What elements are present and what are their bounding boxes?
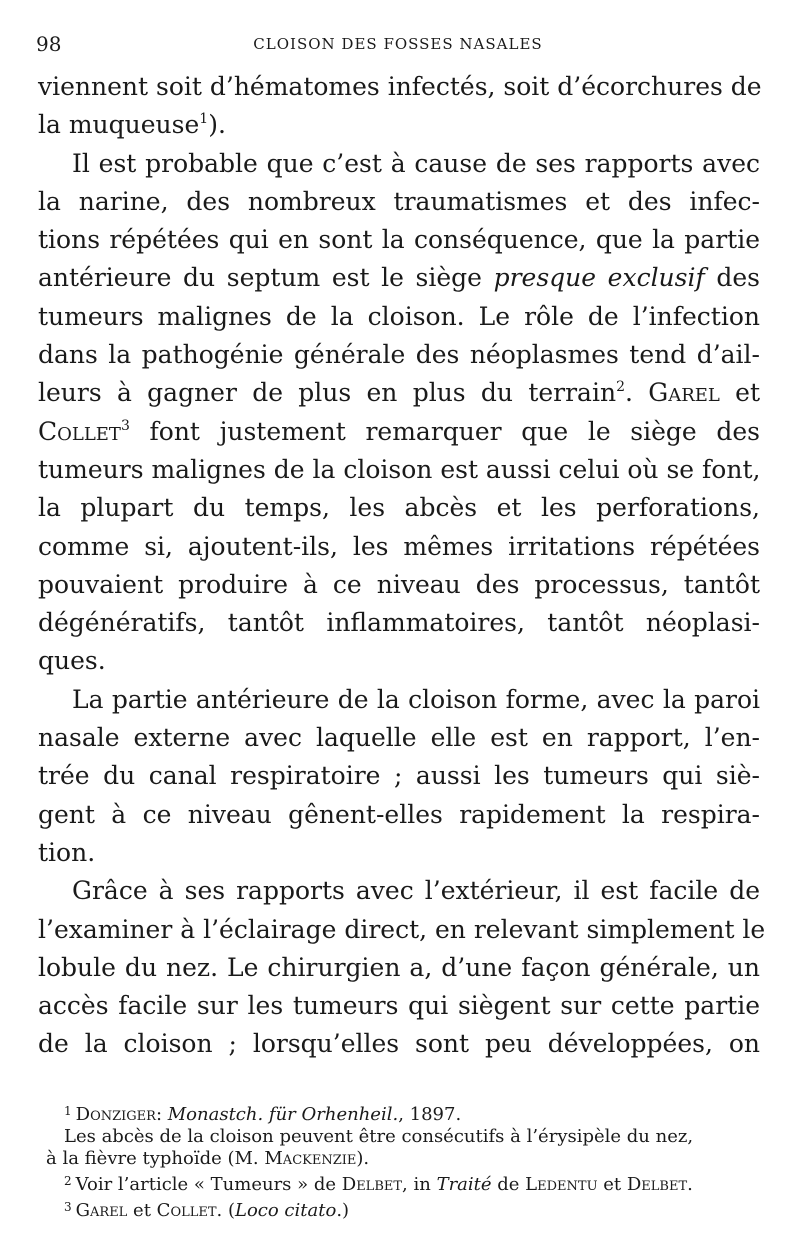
author-name: Ledentu — [525, 1174, 598, 1195]
text-line: lobule du nez. Le chirurgien a, d’une façon générale, un — [38, 952, 760, 982]
body-text — [38, 68, 766, 1064]
page-header — [36, 32, 760, 60]
author-name: Delbet — [341, 1174, 403, 1195]
text-line: nasale externe avec laquelle elle est en rapport, l’en- — [38, 723, 760, 753]
italic-phrase: presque exclusif — [493, 263, 705, 293]
text-line: ques. — [38, 646, 106, 676]
footnote: $^1$ Donziger: Monastch. für Orhenheil., 1897. — [64, 1104, 462, 1125]
text-line: la plupart du temps, les abcès et les perforations, — [38, 493, 760, 523]
text-line: Grâce à ses rapports avec l’extérieur, il est facile de — [72, 876, 760, 906]
text-line: viennent soit d’hématomes infectés, soit d’écorchures de — [38, 72, 762, 101]
text-line: comme si, ajoutent-ils, les mêmes irritations répétées — [38, 531, 760, 561]
text-line: de la cloison ; lorsqu’elles sont peu développées, on — [38, 1029, 760, 1059]
text-line: dégénératifs, tantôt inflammatoires, tantôt néoplasi- — [38, 608, 760, 638]
footnote-line: à la fièvre typhoïde (M. Mackenzie). — [46, 1148, 370, 1169]
running-head: CLOISON DES FOSSES NASALES — [253, 35, 543, 53]
text-line: trée du canal respiratoire ; aussi les tumeurs qui siè- — [38, 761, 760, 791]
author-name: Collet — [156, 1200, 217, 1221]
footnote-line: Les abcès de la cloison peuvent être consécutifs à l’érysipèle du nez, — [64, 1126, 694, 1147]
footnote-mark: 1 — [64, 1104, 72, 1118]
footnote: $^2$ Voir l’article « Tumeurs » de Delbet, in Traité de Ledentu et Delbet. — [64, 1174, 693, 1195]
text-line: dans la pathogénie générale des néoplasmes tend d’ail- — [38, 340, 760, 370]
text-line: accès facile sur les tumeurs qui siègent sur cette partie — [38, 991, 760, 1021]
author-name: Garel — [75, 1200, 128, 1221]
text-line: tion. — [38, 837, 96, 867]
text-line: la muqueuse$^1$). — [38, 110, 226, 140]
text-line: l’examiner à l’éclairage direct, en relevant simplement le — [38, 914, 766, 944]
footnotes — [46, 1100, 764, 1222]
page-number: 98 — [36, 32, 62, 56]
text-line: tumeurs malignes de la cloison. Le rôle de l’infection — [38, 301, 760, 331]
author-name: Donziger — [75, 1104, 156, 1125]
author-name: Mackenzie — [264, 1148, 357, 1169]
footnote-ref: 3 — [120, 417, 130, 434]
author-name: Garel — [648, 378, 720, 408]
footnote: $^3$ Garel et Collet. (Loco citato.) — [64, 1200, 350, 1221]
text-line: gent à ce niveau gênent-elles rapidement la respira- — [38, 799, 760, 829]
journal-title: Monastch. für Orhenheil. — [167, 1104, 399, 1125]
footnote-ref: 2 — [616, 379, 625, 396]
text-line: La partie antérieure de la cloison forme, avec la paroi — [72, 684, 760, 714]
text-line: pouvaient produire à ce niveau des processus, tantôt — [38, 569, 760, 599]
text-line: Il est probable que c’est à cause de ses rapports avec — [72, 148, 760, 178]
footnote-mark: 2 — [64, 1174, 72, 1188]
book-title: Traité — [436, 1174, 492, 1195]
footnote-ref: 1 — [199, 111, 209, 128]
author-name: Collet — [38, 416, 121, 446]
text-line: tions répétées qui en sont la conséquence, que la partie — [38, 225, 760, 255]
text-line: Collet$^3$ font justement remarquer que le siège des — [38, 416, 760, 446]
footnote-mark: 3 — [64, 1200, 72, 1214]
text-line: tumeurs malignes de la cloison est aussi celui où se font, — [38, 454, 761, 484]
text-line: leurs à gagner de plus en plus du terrain$^2$. Garel et — [38, 378, 760, 408]
citation-italic: Loco citato — [235, 1200, 337, 1221]
text-line: antérieure du septum est le siège presque exclusif des — [38, 263, 760, 293]
author-name: Delbet — [626, 1174, 688, 1195]
text-line: la narine, des nombreux traumatismes et des infec- — [38, 186, 760, 216]
